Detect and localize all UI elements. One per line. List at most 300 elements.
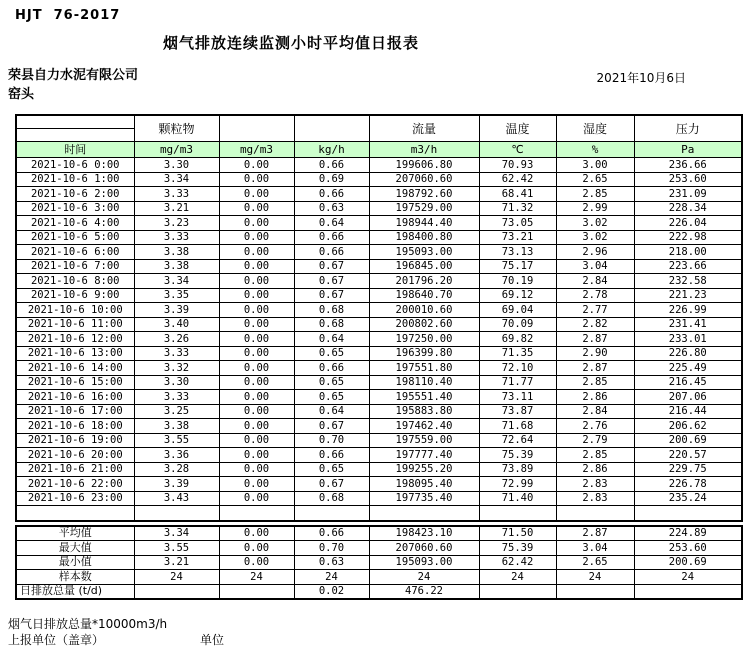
table-row	[16, 245, 742, 260]
value-cell: 0.66	[294, 448, 369, 463]
empty-cell	[219, 506, 294, 521]
value-cell: 195883.80	[369, 404, 479, 419]
summary-rows	[16, 526, 742, 600]
value-cell	[219, 584, 294, 599]
value-cell: 2.84	[556, 404, 634, 419]
table-row	[16, 332, 742, 347]
time-cell: 2021-10-6 15:00	[16, 375, 134, 390]
value-cell: 201796.20	[369, 274, 479, 289]
value-cell: 218.00	[634, 245, 742, 260]
empty-cell	[369, 506, 479, 521]
value-cell: 0.67	[294, 477, 369, 492]
value-cell: 0.69	[294, 172, 369, 187]
time-cell: 2021-10-6 8:00	[16, 274, 134, 289]
empty-cell	[479, 506, 556, 521]
value-cell: 0.68	[294, 303, 369, 318]
value-cell: 0.66	[294, 187, 369, 202]
value-cell: 0.00	[219, 274, 294, 289]
value-cell: 24	[556, 570, 634, 585]
empty-cell	[16, 506, 134, 521]
value-cell: 0.66	[294, 245, 369, 260]
time-cell: 2021-10-6 18:00	[16, 419, 134, 434]
value-cell: 69.82	[479, 332, 556, 347]
header-empty-top-cell	[16, 115, 134, 129]
value-cell: 0.65	[294, 390, 369, 405]
empty-row	[16, 506, 742, 521]
time-cell: 2021-10-6 4:00	[16, 216, 134, 231]
summary-row	[16, 570, 742, 585]
value-cell: 3.55	[134, 541, 219, 556]
time-cell: 2021-10-6 1:00	[16, 172, 134, 187]
value-cell: 24	[369, 570, 479, 585]
unit-celsius: ℃	[479, 142, 556, 158]
value-cell: 3.23	[134, 216, 219, 231]
hourly-data-table	[15, 114, 743, 522]
value-cell: 3.21	[134, 555, 219, 570]
header-blank-col4	[294, 115, 369, 142]
table-row	[16, 317, 742, 332]
value-cell: 3.28	[134, 462, 219, 477]
summary-row	[16, 584, 742, 599]
table-row	[16, 375, 742, 390]
time-cell: 2021-10-6 6:00	[16, 245, 134, 260]
value-cell: 3.36	[134, 448, 219, 463]
value-cell: 235.24	[634, 491, 742, 506]
value-cell: 2.83	[556, 491, 634, 506]
value-cell: 476.22	[369, 584, 479, 599]
value-cell: 71.68	[479, 419, 556, 434]
value-cell: 2.65	[556, 555, 634, 570]
value-cell: 0.70	[294, 433, 369, 448]
table-row	[16, 216, 742, 231]
table-row	[16, 230, 742, 245]
value-cell: 2.82	[556, 317, 634, 332]
value-cell: 71.40	[479, 491, 556, 506]
time-cell: 2021-10-6 5:00	[16, 230, 134, 245]
table-row	[16, 288, 742, 303]
value-cell: 0.00	[219, 419, 294, 434]
value-cell	[556, 584, 634, 599]
value-cell: 3.33	[134, 230, 219, 245]
value-cell: 0.66	[294, 361, 369, 376]
summary-label-cell: 最大值	[16, 541, 134, 556]
value-cell: 198423.10	[369, 526, 479, 541]
summary-row	[16, 555, 742, 570]
value-cell: 3.38	[134, 259, 219, 274]
header-humidity: 湿度	[556, 115, 634, 142]
value-cell: 253.60	[634, 172, 742, 187]
site-name: 窑头	[8, 87, 35, 102]
value-cell: 3.21	[134, 201, 219, 216]
value-cell: 2.87	[556, 332, 634, 347]
value-cell: 24	[294, 570, 369, 585]
value-cell: 3.34	[134, 172, 219, 187]
header-temperature: 温度	[479, 115, 556, 142]
value-cell: 197777.40	[369, 448, 479, 463]
value-cell: 197559.00	[369, 433, 479, 448]
value-cell: 2.90	[556, 346, 634, 361]
value-cell: 73.21	[479, 230, 556, 245]
value-cell: 2.76	[556, 419, 634, 434]
value-cell: 216.44	[634, 404, 742, 419]
value-cell: 195093.00	[369, 245, 479, 260]
value-cell: 206.62	[634, 419, 742, 434]
table-row	[16, 201, 742, 216]
value-cell: 2.86	[556, 390, 634, 405]
value-cell: 3.32	[134, 361, 219, 376]
value-cell: 0.00	[219, 288, 294, 303]
value-cell: 3.33	[134, 390, 219, 405]
value-cell: 198095.40	[369, 477, 479, 492]
time-cell: 2021-10-6 14:00	[16, 361, 134, 376]
company-name: 荣县自力水泥有限公司	[8, 68, 139, 83]
value-cell: 0.66	[294, 158, 369, 173]
time-cell: 2021-10-6 19:00	[16, 433, 134, 448]
table-row	[16, 491, 742, 506]
value-cell: 0.00	[219, 555, 294, 570]
value-cell: 68.41	[479, 187, 556, 202]
value-cell: 0.64	[294, 216, 369, 231]
value-cell: 75.39	[479, 541, 556, 556]
value-cell: 197462.40	[369, 419, 479, 434]
value-cell: 0.64	[294, 404, 369, 419]
value-cell: 0.02	[294, 584, 369, 599]
header-particulate: 颗粒物	[134, 115, 219, 142]
value-cell: 2.78	[556, 288, 634, 303]
report-meta	[8, 69, 746, 101]
table-row	[16, 361, 742, 376]
table-row	[16, 404, 742, 419]
value-cell: 0.00	[219, 172, 294, 187]
unit-pa: Pa	[634, 142, 742, 158]
value-cell: 73.13	[479, 245, 556, 260]
header-blank-col3	[219, 115, 294, 142]
unit-mg-m3-a: mg/m3	[134, 142, 219, 158]
time-cell: 2021-10-6 13:00	[16, 346, 134, 361]
summary-label-cell: 平均值	[16, 526, 134, 541]
value-cell: 75.39	[479, 448, 556, 463]
value-cell: 0.66	[294, 230, 369, 245]
report-unit-label: 上报单位（盖章）	[8, 633, 105, 647]
value-cell: 0.67	[294, 288, 369, 303]
header-time: 时间	[16, 142, 134, 158]
value-cell: 2.85	[556, 448, 634, 463]
summary-label-cell: 样本数	[16, 570, 134, 585]
summary-label-cell: 日排放总量 (t/d)	[16, 584, 134, 599]
table-row	[16, 462, 742, 477]
value-cell: 3.34	[134, 526, 219, 541]
value-cell: 2.84	[556, 274, 634, 289]
value-cell: 195093.00	[369, 555, 479, 570]
value-cell: 0.00	[219, 201, 294, 216]
value-cell: 233.01	[634, 332, 742, 347]
value-cell: 197551.80	[369, 361, 479, 376]
value-cell: 71.35	[479, 346, 556, 361]
value-cell: 0.67	[294, 419, 369, 434]
value-cell: 3.34	[134, 274, 219, 289]
value-cell: 0.00	[219, 332, 294, 347]
value-cell: 0.00	[219, 477, 294, 492]
value-cell: 0.00	[219, 303, 294, 318]
value-cell: 0.00	[219, 448, 294, 463]
header-flow: 流量	[369, 115, 479, 142]
value-cell: 0.67	[294, 259, 369, 274]
value-cell	[134, 584, 219, 599]
value-cell: 0.65	[294, 375, 369, 390]
value-cell	[479, 584, 556, 599]
value-cell: 232.58	[634, 274, 742, 289]
value-cell: 71.77	[479, 375, 556, 390]
value-cell: 221.23	[634, 288, 742, 303]
value-cell: 0.00	[219, 216, 294, 231]
value-cell: 0.64	[294, 332, 369, 347]
value-cell: 3.38	[134, 245, 219, 260]
value-cell: 207.06	[634, 390, 742, 405]
table-row	[16, 477, 742, 492]
group-header-row	[16, 115, 742, 129]
unit-m3-h: m3/h	[369, 142, 479, 158]
table-row	[16, 346, 742, 361]
company-block	[8, 69, 138, 101]
value-cell: 3.38	[134, 419, 219, 434]
value-cell: 2.83	[556, 477, 634, 492]
value-cell	[634, 584, 742, 599]
value-cell: 0.00	[219, 541, 294, 556]
value-cell: 198400.80	[369, 230, 479, 245]
value-cell: 0.68	[294, 317, 369, 332]
table-row	[16, 303, 742, 318]
value-cell: 73.11	[479, 390, 556, 405]
value-cell: 0.70	[294, 541, 369, 556]
value-cell: 24	[479, 570, 556, 585]
value-cell: 2.79	[556, 433, 634, 448]
header-empty-bottom-cell	[16, 129, 134, 142]
value-cell: 71.50	[479, 526, 556, 541]
value-cell: 0.00	[219, 245, 294, 260]
value-cell: 3.02	[556, 216, 634, 231]
value-cell: 24	[134, 570, 219, 585]
time-cell: 2021-10-6 21:00	[16, 462, 134, 477]
value-cell: 0.00	[219, 187, 294, 202]
time-cell: 2021-10-6 2:00	[16, 187, 134, 202]
summary-row	[16, 526, 742, 541]
value-cell: 200010.60	[369, 303, 479, 318]
value-cell: 0.65	[294, 346, 369, 361]
value-cell: 195551.40	[369, 390, 479, 405]
value-cell: 207060.60	[369, 172, 479, 187]
value-cell: 0.00	[219, 433, 294, 448]
value-cell: 0.00	[219, 404, 294, 419]
value-cell: 224.89	[634, 526, 742, 541]
time-cell: 2021-10-6 11:00	[16, 317, 134, 332]
value-cell: 2.96	[556, 245, 634, 260]
summary-label-cell: 最小值	[16, 555, 134, 570]
signature-line	[8, 633, 746, 647]
value-cell: 198640.70	[369, 288, 479, 303]
report-date: 2021年10月6日	[596, 71, 686, 85]
value-cell: 3.25	[134, 404, 219, 419]
value-cell: 0.68	[294, 491, 369, 506]
value-cell: 69.04	[479, 303, 556, 318]
value-cell: 3.39	[134, 477, 219, 492]
value-cell: 70.19	[479, 274, 556, 289]
value-cell: 231.09	[634, 187, 742, 202]
value-cell: 196845.00	[369, 259, 479, 274]
value-cell: 199606.80	[369, 158, 479, 173]
value-cell: 226.78	[634, 477, 742, 492]
time-cell: 2021-10-6 20:00	[16, 448, 134, 463]
value-cell: 0.65	[294, 462, 369, 477]
value-cell: 3.39	[134, 303, 219, 318]
report-title: 烟气排放连续监测小时平均值日报表	[163, 34, 420, 52]
unit-percent: %	[556, 142, 634, 158]
time-cell: 2021-10-6 3:00	[16, 201, 134, 216]
value-cell: 71.32	[479, 201, 556, 216]
summary-row	[16, 541, 742, 556]
value-cell: 225.49	[634, 361, 742, 376]
value-cell: 2.87	[556, 361, 634, 376]
value-cell: 3.26	[134, 332, 219, 347]
value-cell: 200802.60	[369, 317, 479, 332]
value-cell: 200.69	[634, 555, 742, 570]
value-cell: 0.67	[294, 274, 369, 289]
time-cell: 2021-10-6 9:00	[16, 288, 134, 303]
value-cell: 231.41	[634, 317, 742, 332]
value-cell: 3.33	[134, 187, 219, 202]
empty-cell	[634, 506, 742, 521]
value-cell: 236.66	[634, 158, 742, 173]
time-cell: 2021-10-6 23:00	[16, 491, 134, 506]
value-cell: 198792.60	[369, 187, 479, 202]
table-row	[16, 259, 742, 274]
value-cell: 2.85	[556, 187, 634, 202]
time-cell: 2021-10-6 10:00	[16, 303, 134, 318]
value-cell: 0.00	[219, 361, 294, 376]
value-cell: 73.05	[479, 216, 556, 231]
value-cell: 24	[219, 570, 294, 585]
table-row	[16, 172, 742, 187]
value-cell: 216.45	[634, 375, 742, 390]
value-cell: 3.40	[134, 317, 219, 332]
value-cell: 3.35	[134, 288, 219, 303]
value-cell: 226.99	[634, 303, 742, 318]
value-cell: 3.30	[134, 158, 219, 173]
value-cell: 220.57	[634, 448, 742, 463]
value-cell: 75.17	[479, 259, 556, 274]
value-cell: 197529.00	[369, 201, 479, 216]
table-row	[16, 433, 742, 448]
empty-cell	[294, 506, 369, 521]
value-cell: 0.00	[219, 462, 294, 477]
value-cell: 72.10	[479, 361, 556, 376]
value-cell: 199255.20	[369, 462, 479, 477]
value-cell: 2.99	[556, 201, 634, 216]
value-cell: 0.00	[219, 230, 294, 245]
time-cell: 2021-10-6 22:00	[16, 477, 134, 492]
value-cell: 0.00	[219, 526, 294, 541]
value-cell: 72.99	[479, 477, 556, 492]
value-cell: 2.77	[556, 303, 634, 318]
value-cell: 0.00	[219, 259, 294, 274]
value-cell: 0.63	[294, 555, 369, 570]
value-cell: 196399.80	[369, 346, 479, 361]
flow-total-note: 烟气日排放总量*10000m3/h	[8, 617, 168, 631]
value-cell: 2.65	[556, 172, 634, 187]
value-cell: 62.42	[479, 555, 556, 570]
time-cell: 2021-10-6 7:00	[16, 259, 134, 274]
value-cell: 197250.00	[369, 332, 479, 347]
value-cell: 197735.40	[369, 491, 479, 506]
value-cell: 70.09	[479, 317, 556, 332]
value-cell: 3.04	[556, 259, 634, 274]
value-cell: 70.93	[479, 158, 556, 173]
value-cell: 62.42	[479, 172, 556, 187]
value-cell: 3.55	[134, 433, 219, 448]
value-cell: 222.98	[634, 230, 742, 245]
standard-number: HJT 76-2017	[15, 8, 121, 23]
value-cell: 3.33	[134, 346, 219, 361]
value-cell: 253.60	[634, 541, 742, 556]
table-row	[16, 390, 742, 405]
summary-table	[15, 525, 743, 601]
value-cell: 0.00	[219, 317, 294, 332]
value-cell: 3.02	[556, 230, 634, 245]
value-cell: 69.12	[479, 288, 556, 303]
value-cell: 3.30	[134, 375, 219, 390]
unit-kg-h: kg/h	[294, 142, 369, 158]
value-cell: 200.69	[634, 433, 742, 448]
time-cell: 2021-10-6 0:00	[16, 158, 134, 173]
unit-label: 单位	[200, 633, 225, 647]
unit-mg-m3-b: mg/m3	[219, 142, 294, 158]
value-cell: 0.63	[294, 201, 369, 216]
value-cell: 0.00	[219, 346, 294, 361]
value-cell: 226.80	[634, 346, 742, 361]
value-cell: 207060.60	[369, 541, 479, 556]
time-cell: 2021-10-6 16:00	[16, 390, 134, 405]
value-cell: 2.87	[556, 526, 634, 541]
table-row	[16, 448, 742, 463]
value-cell: 0.00	[219, 390, 294, 405]
value-cell: 226.04	[634, 216, 742, 231]
hourly-rows	[16, 158, 742, 506]
value-cell: 3.43	[134, 491, 219, 506]
value-cell: 198110.40	[369, 375, 479, 390]
value-cell: 72.64	[479, 433, 556, 448]
header-pressure: 压力	[634, 115, 742, 142]
value-cell: 229.75	[634, 462, 742, 477]
table-row	[16, 274, 742, 289]
time-cell: 2021-10-6 17:00	[16, 404, 134, 419]
value-cell: 0.00	[219, 375, 294, 390]
value-cell: 3.00	[556, 158, 634, 173]
empty-cell	[556, 506, 634, 521]
unit-header-row	[16, 142, 742, 158]
time-cell: 2021-10-6 12:00	[16, 332, 134, 347]
value-cell: 73.87	[479, 404, 556, 419]
value-cell: 0.66	[294, 526, 369, 541]
table-row	[16, 187, 742, 202]
empty-cell	[134, 506, 219, 521]
value-cell: 3.04	[556, 541, 634, 556]
value-cell: 0.00	[219, 491, 294, 506]
value-cell: 24	[634, 570, 742, 585]
value-cell: 2.85	[556, 375, 634, 390]
value-cell: 73.89	[479, 462, 556, 477]
value-cell: 228.34	[634, 201, 742, 216]
value-cell: 198944.40	[369, 216, 479, 231]
value-cell: 0.00	[219, 158, 294, 173]
